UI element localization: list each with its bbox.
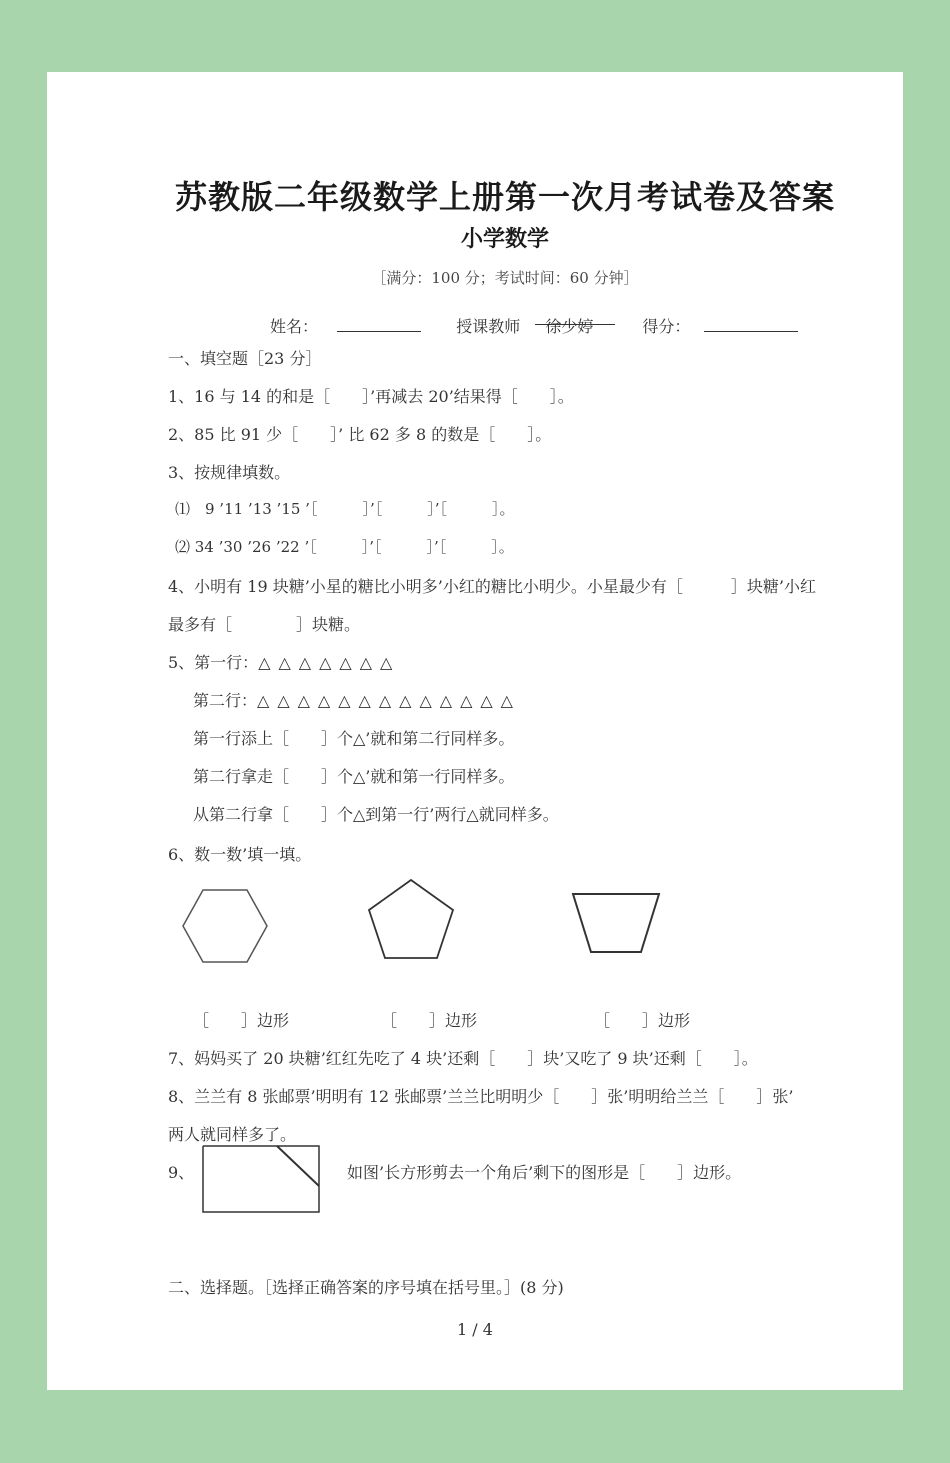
pentagon-figure bbox=[363, 874, 459, 966]
section2-heading: 二、选择题。［选择正确答案的序号填在括号里。］(8 分) bbox=[168, 1278, 564, 1297]
trapezoid-figure bbox=[569, 888, 663, 958]
teacher-name: 徐少婷 bbox=[545, 314, 593, 337]
question-6-answer-1: ［ ］边形 bbox=[193, 1011, 290, 1030]
score-label: 得分： bbox=[642, 317, 691, 336]
question-4-line-2: 最多有［ ］块糖。 bbox=[168, 615, 361, 634]
section1-heading: 一、填空题［23 分］ bbox=[168, 349, 322, 368]
exam-title: 苏教版二年级数学上册第一次月考试卷及答案 bbox=[174, 178, 835, 216]
name-blank bbox=[337, 317, 421, 332]
question-5-a: 第一行添上［ ］个△’就和第二行同样多。 bbox=[193, 729, 515, 748]
hexagon-figure bbox=[177, 884, 273, 968]
question-4-line-1: 4、小明有 19 块糖’小星的糖比小明多’小红的糖比小明少。小星最少有［ ］块糖’小红 bbox=[168, 577, 816, 596]
question-3-part-2: ⑵ 34 ’30 ’26 ’22 ’［ ］’［ ］’［ ］。 bbox=[175, 538, 514, 556]
question-5-c: 从第二行拿［ ］个△到第一行’两行△就同样多。 bbox=[193, 805, 559, 824]
question-3: 3、按规律填数。 bbox=[168, 463, 291, 482]
question-5-row-2 bbox=[193, 688, 521, 711]
question-5-row-1 bbox=[168, 650, 400, 673]
exam-subtitle: 小学数学 bbox=[460, 226, 549, 252]
score-blank bbox=[704, 317, 798, 332]
question-5-b: 第二行拿走［ ］个△’就和第一行同样多。 bbox=[193, 767, 515, 786]
question-6: 6、数一数’填一填。 bbox=[168, 845, 312, 864]
exam-page bbox=[47, 72, 903, 1390]
question-9-text: 如图’长方形剪去一个角后’剩下的图形是［ ］边形。 bbox=[347, 1163, 742, 1182]
page-number: 1 / 4 bbox=[457, 1320, 493, 1339]
row-1-label: 5、第一行： bbox=[168, 653, 259, 672]
question-9-number: 9、 bbox=[168, 1163, 195, 1182]
question-8-line-1: 8、兰兰有 8 张邮票’明明有 12 张邮票’兰兰比明明少［ ］张’明明给兰兰［ ］张’ bbox=[168, 1087, 794, 1106]
exam-meta: ［满分：100 分；考试时间：60 分钟］ bbox=[371, 269, 639, 287]
student-info-row bbox=[270, 314, 798, 337]
question-3-part-1: ⑴ 9 ’11 ’13 ’15 ’［ ］’［ ］’［ ］。 bbox=[175, 500, 515, 518]
question-6-answer-2: ［ ］边形 bbox=[381, 1011, 478, 1030]
teacher-label: 授课教师 bbox=[456, 317, 521, 336]
question-8-line-2: 两人就同样多了。 bbox=[168, 1125, 297, 1144]
question-6-answer-3: ［ ］边形 bbox=[594, 1011, 691, 1030]
name-label: 姓名： bbox=[270, 317, 319, 336]
cut-rectangle-figure bbox=[201, 1144, 323, 1216]
row-2-label: 第二行： bbox=[193, 691, 258, 710]
row-2-triangles: △△△△△△△△△△△△△ bbox=[257, 691, 521, 710]
row-1-triangles: △△△△△△△ bbox=[258, 653, 401, 672]
question-2: 2、85 比 91 少［ ］’ 比 62 多 8 的数是［ ］。 bbox=[168, 425, 552, 444]
question-7: 7、妈妈买了 20 块糖’红红先吃了 4 块’还剩［ ］块’又吃了 9 块’还剩［ ］。 bbox=[168, 1049, 758, 1068]
question-1: 1、16 与 14 的和是［ ］’再减去 20’结果得［ ］。 bbox=[168, 387, 574, 406]
